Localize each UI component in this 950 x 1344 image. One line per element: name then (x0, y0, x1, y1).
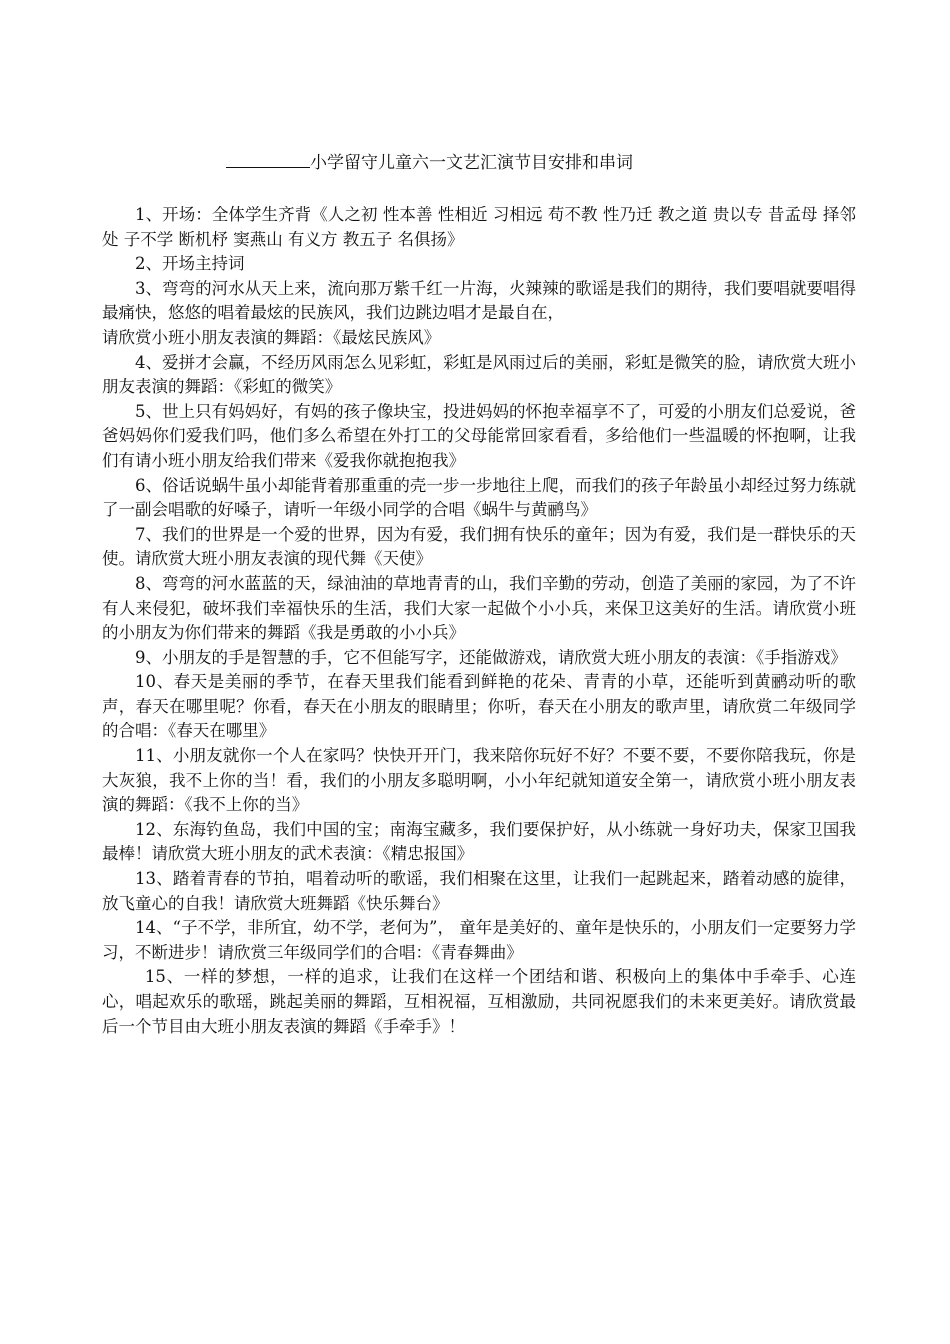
program-item-3-intro: 请欣赏小班小朋友表演的舞蹈：《最炫民族风》 (102, 327, 441, 347)
program-item-2: 2、开场主持词 (135, 254, 245, 274)
program-item-10: 10、春天是美丽的季节，在春天里我们能看到鲜艳的花朵、青青的小草，还能听到黄鹂动听的歌声，春天在哪里呢？你看，春天在小朋友的眼睛里；你听，春天在小朋友的歌声里，请欣赏二年级同学的合唱：《春天在哪里》 (102, 672, 856, 741)
program-item-12: 12、东海钓鱼岛，我们中国的宝；南海宝藏多，我们要保护好，从小练就一身好功夫，保家卫国我最棒！请欣赏大班小朋友的武术表演：《精忠报国》 (102, 819, 856, 864)
program-item-8: 8、弯弯的河水蓝蓝的天，绿油油的草地青青的山，我们辛勤的劳动，创造了美丽的家园，为了不许有人来侵犯，破坏我们幸福快乐的生活，我们大家一起做个小小兵，来保卫这美好的生活。请欣赏小班的小朋友为你们带来的舞蹈《我是勇敢的小小兵》 (102, 573, 856, 643)
program-item-11: 11、小朋友就你一个人在家吗？快快开开门，我来陪你玩好不好？不要不要，不要你陪我玩，你是大灰狼，我不上你的当！看，我们的小朋友多聪明啊，小小年纪就知道安全第一，请欣赏小班小朋友表演的舞蹈：《我不上你的当》 (102, 746, 856, 815)
program-item-3: 3、弯弯的河水从天上来，流向那万紫千红一片海，火辣辣的歌谣是我们的期待，我们要唱就要唱得最痛快，悠悠的唱着最炫的民族风，我们边跳边唱才是最自在， (102, 278, 856, 323)
document-body (102, 203, 856, 1039)
program-item-13: 13、踏着青春的节拍，唱着动听的歌谣，我们相聚在这里，让我们一起跳起来，踏着动感的旋律，放飞童心的自我！请欣赏大班舞蹈《快乐舞台》 (102, 869, 856, 913)
document-title (226, 150, 826, 175)
title-blank-underline (226, 150, 310, 168)
program-item-1: 1、开场：全体学生齐背《人之初 性本善 性相近 习相远 苟不教 性乃迁 教之道 贵以专 昔孟母 择邻处 子不学 断机杼 窦燕山 有义方 教五子 名俱扬》 (102, 205, 856, 249)
program-item-15: 15、一样的梦想，一样的追求，让我们在这样一个团结和谐、积极向上的集体中手牵手、心连心，唱起欢乐的歌瑶，跳起美丽的舞蹈，互相祝福，互相激励，共同祝愿我们的未来更美好。请欣赏最后一个节目由大班小朋友表演的舞蹈《手牵手》！ (102, 967, 856, 1036)
program-item-5: 5、世上只有妈妈好，有妈的孩子像块宝，投进妈妈的怀抱幸福享不了，可爱的小朋友们总爱说，爸爸妈妈你们爱我们吗，他们多么希望在外打工的父母能常回家看看，多给他们一些温暖的怀抱啊，让我们有请小班小朋友给我们带来《爱我你就抱抱我》 (102, 401, 856, 470)
title-text: 小学留守儿童六一文艺汇演节目安排和串词 (310, 153, 633, 173)
program-item-4: 4、爱拼才会赢，不经历风雨怎么见彩虹，彩虹是风雨过后的美丽，彩虹是微笑的脸，请欣赏大班小朋友表演的舞蹈：《彩虹的微笑》 (102, 352, 856, 397)
program-item-14: 14、“子不学，非所宜，幼不学，老何为”， 童年是美好的、童年是快乐的，小朋友们一定要努力学习，不断进步！请欣赏三年级同学们的合唱：《青春舞曲》 (102, 918, 856, 962)
program-item-7: 7、我们的世界是一个爱的世界，因为有爱，我们拥有快乐的童年；因为有爱，我们是一群快乐的天使。请欣赏大班小朋友表演的现代舞《天使》 (102, 524, 856, 569)
program-item-6: 6、俗话说蜗牛虽小却能背着那重重的壳一步一步地往上爬，而我们的孩子年龄虽小却经过努力练就了一副会唱歌的好嗓子，请听一年级小同学的合唱《蜗牛与黄鹂鸟》 (102, 475, 856, 520)
program-item-9: 9、小朋友的手是智慧的手，它不但能写字，还能做游戏，请欣赏大班小朋友的表演：《手指游戏》 (135, 647, 847, 667)
